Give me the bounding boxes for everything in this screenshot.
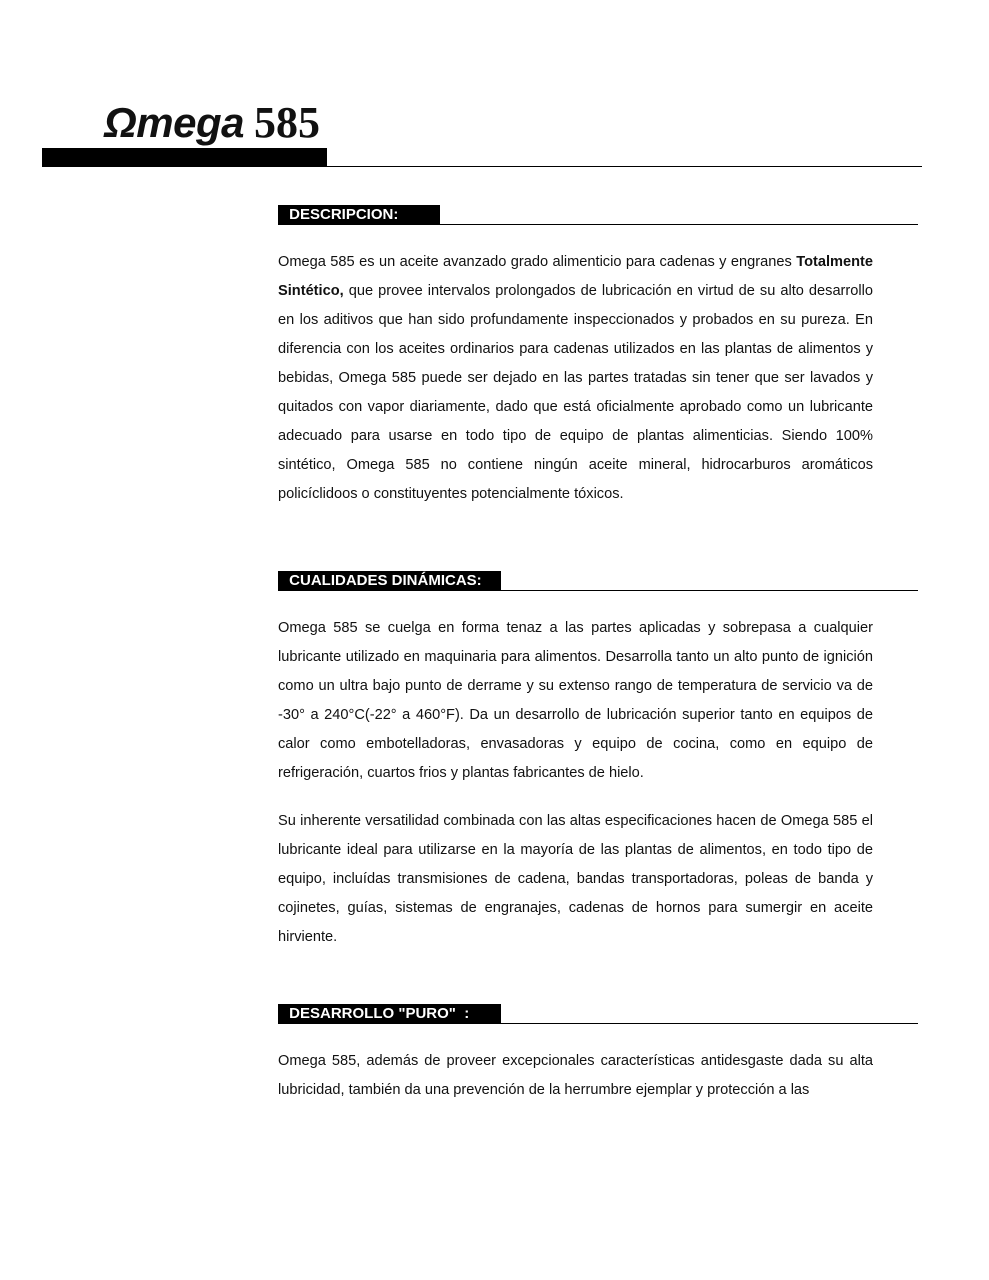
- section-header-desarrollo-puro: [278, 1004, 918, 1024]
- title-product-number: 585: [254, 98, 321, 147]
- section-heading-desarrollo-puro: DESARROLLO "PURO" :: [278, 1004, 501, 1023]
- header-thick-bar: [42, 148, 327, 167]
- section-rule: [278, 590, 918, 591]
- paragraph-bold-phrase: Totalmente Sintético,: [278, 254, 873, 299]
- paragraph-cualidades-1: Omega 585 se cuelga en forma tenaz a las partes aplicadas y sobrepasa a cualquier lubricante utilizado en maquinaria para alimentos. Desarrolla tanto un alto punto de ignición como un ultra bajo punto de derrame y su extenso rango de temperatura de servicio va de -30° a 240°C(-22° a 460°F). Da un desarrollo de lubricación superior tanto en equipos de calor como embotelladoras, envasadoras y equipo de cocina, como en equipo de refrigeración, cuartos frios y plantas fabricantes de hielo.: [278, 620, 873, 781]
- paragraph-rest: que provee intervalos prolongados de lubricación en virtud de su alto desarrollo en los aditivos que han sido profundamente inspeccionados y probados en su pureza. En diferencia con los aceites ordinarios para cadenas utilizados en las plantas de alimentos y bebidas, Omega 585 puede ser dejado en las partes tratadas sin tener que ser lavados y quitados con vapor diariamente, dado que está oficialmente aprobado como un lubricante adecuado para usarse en todo tipo de equipo de plantas alimenticias. Siendo 100% sintético, Omega 585 no contiene ningún aceite mineral, hidrocarburos aromáticos policíclidoos o constituyentes potencialmente tóxicos.: [278, 283, 873, 502]
- title-product-name: Ωmega: [104, 99, 245, 146]
- section-heading-descripcion: DESCRIPCION:: [278, 205, 440, 224]
- paragraph-descripcion: [278, 248, 873, 509]
- section-header-descripcion: [278, 205, 918, 225]
- section-rule: [278, 224, 918, 225]
- paragraph-desarrollo-puro: Omega 585, además de proveer excepcionales características antidesgaste dada su alta lubricidad, también da una prevención de la herrumbre ejemplar y protección a las: [278, 1053, 873, 1098]
- section-header-cualidades: [278, 571, 918, 591]
- paragraph-lead: Omega 585 es un aceite avanzado grado alimenticio para cadenas y engranes: [278, 254, 792, 270]
- header-rule: [327, 166, 922, 167]
- section-heading-cualidades: CUALIDADES DINÁMICAS:: [278, 571, 501, 590]
- paragraph-cualidades-2: Su inherente versatilidad combinada con las altas especificaciones hacen de Omega 585 el lubricante ideal para utilizarse en la mayoría de las plantas de alimentos, en todo tipo de equipo, incluídas transmisiones de cadena, bandas transportadoras, poleas de banda y cojinetes, guías, sistemas de engranajes, cadenas de hornos para sumergir en aceite hirviente.: [278, 813, 873, 945]
- section-rule: [278, 1023, 918, 1024]
- page-title: [104, 96, 320, 150]
